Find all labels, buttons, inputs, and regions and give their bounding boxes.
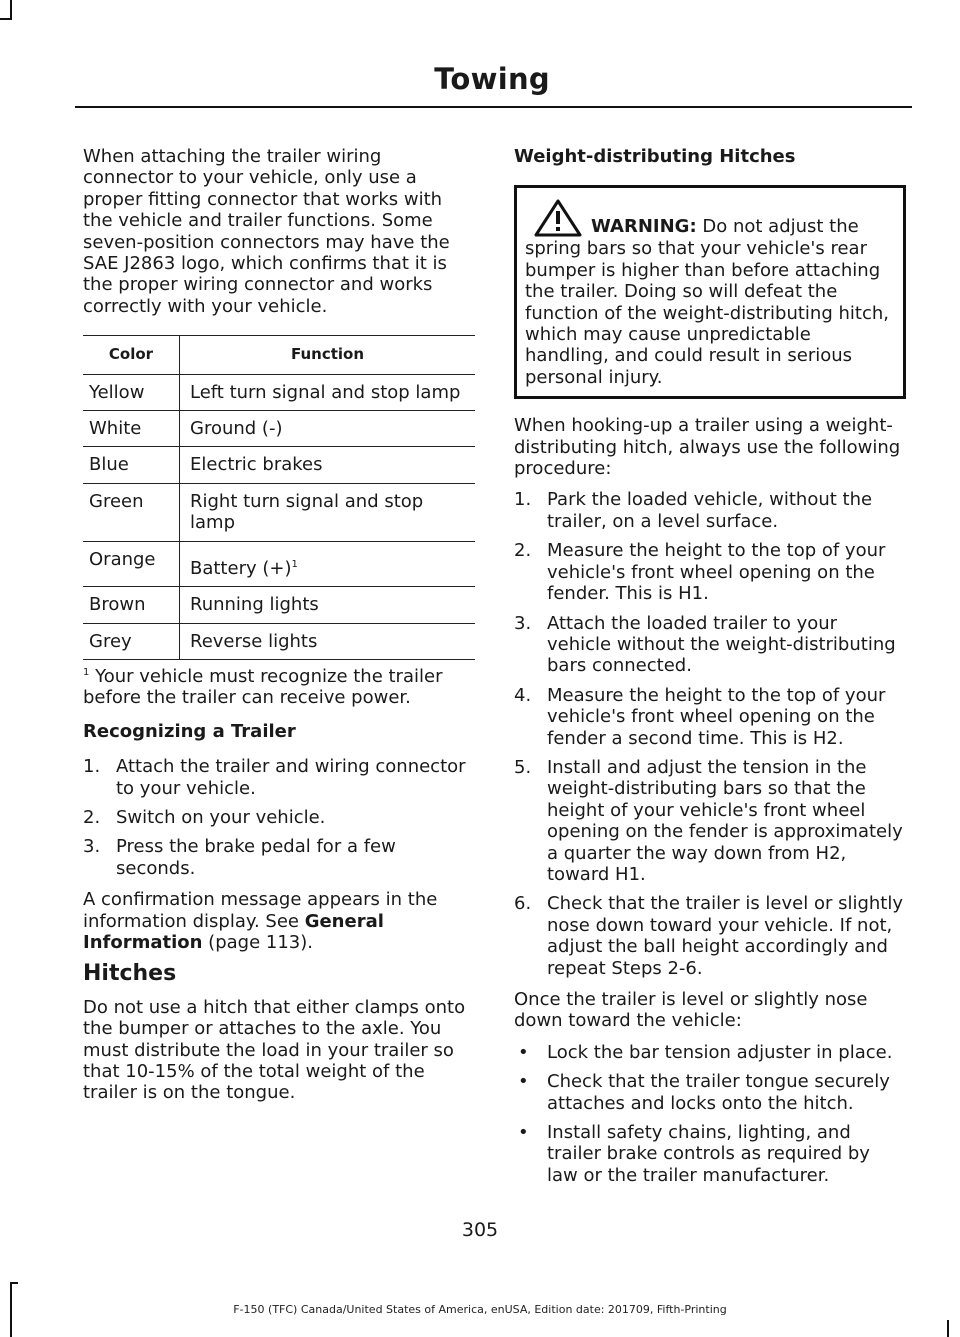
list-item	[514, 613, 906, 677]
bullet-glyph: •	[518, 1122, 529, 1144]
color-cell: Brown	[83, 587, 180, 623]
warning-label: WARNING:	[591, 216, 697, 238]
list-item	[514, 489, 906, 532]
hitch-procedure-list	[514, 489, 906, 979]
procedure-intro: When hooking-up a trailer using a weight-distributing hitch, always use the following procedure:	[514, 415, 901, 480]
function-cell: Left turn signal and stop lamp	[190, 381, 461, 403]
color-cell: White	[83, 411, 180, 447]
step-number: 1.	[83, 756, 101, 778]
list-item	[83, 756, 475, 799]
wiring-color-table	[83, 335, 475, 660]
color-column-header: Color	[83, 336, 180, 374]
step-number: 4.	[514, 684, 532, 706]
final-checks-list	[514, 1042, 906, 1186]
hitches-paragraph: Do not use a hitch that either clamps onto the bumper or attaches to the axle. You must distribute the load in your trailer so that 10-15% of the total weight of the trailer is on the tongue.	[83, 996, 466, 1104]
color-cell: Green	[83, 483, 180, 541]
list-item	[514, 1122, 906, 1186]
page-number: 305	[461, 1219, 499, 1241]
step-number: 2.	[514, 540, 532, 562]
table-row	[83, 623, 475, 659]
bullet-glyph: •	[518, 1041, 529, 1063]
step-number: 6.	[514, 893, 532, 915]
crop-mark-bottom-left-horizontal	[10, 1282, 18, 1284]
crop-mark-bottom-right-vertical	[947, 1320, 949, 1337]
general-information-link[interactable]: General Information	[83, 910, 384, 953]
step-text: Park the loaded vehicle, without the trailer, on a level surface.	[547, 489, 873, 532]
table-footnote	[83, 666, 475, 709]
step-text: Press the brake pedal for a few seconds.	[116, 836, 396, 879]
bullet-text: Check that the trailer tongue securely attaches and locks onto the hitch.	[547, 1071, 890, 1114]
list-item	[83, 836, 475, 879]
footnote-marker: 1	[83, 666, 90, 678]
step-text: Measure the height to the top of your vehicle's front wheel opening on the fender. This is H1.	[547, 540, 886, 605]
warning-triangle-icon	[533, 198, 583, 238]
table-row	[83, 587, 475, 623]
bullet-text: Lock the bar tension adjuster in place.	[547, 1041, 893, 1063]
step-text: Attach the trailer and wiring connector to your vehicle.	[116, 756, 466, 799]
list-item	[514, 1042, 906, 1063]
list-item	[83, 807, 475, 828]
edition-footer: F-150 (TFC) Canada/United States of America, enUSA, Edition date: 201709, Fifth-Printing	[233, 1303, 727, 1316]
bullet-text: Install safety chains, lighting, and trailer brake controls as required by law or the trailer manufacturer.	[547, 1122, 870, 1186]
step-text: Switch on your vehicle.	[116, 806, 326, 828]
color-cell: Yellow	[83, 374, 180, 410]
color-cell: Orange	[83, 541, 180, 586]
function-cell: Electric brakes	[190, 454, 323, 476]
list-item	[514, 1071, 906, 1114]
right-column	[514, 146, 906, 1194]
step-number: 5.	[514, 756, 532, 778]
header-rule	[75, 106, 912, 108]
page-reference: (page 113).	[202, 931, 313, 953]
function-cell: Running lights	[190, 594, 319, 616]
table-row	[83, 374, 475, 410]
function-cell: Ground (-)	[190, 418, 283, 440]
color-cell: Grey	[83, 623, 180, 659]
list-item	[514, 540, 906, 604]
recognizing-trailer-heading: Recognizing a Trailer	[83, 720, 296, 742]
step-text: Measure the height to the top of your vehicle's front wheel opening on the fender a second time. This is H2.	[547, 684, 886, 749]
crop-mark-top-left-horizontal	[0, 18, 12, 20]
left-column	[83, 146, 475, 1114]
step-text: Attach the loaded trailer to your vehicle without the weight-distributing bars connected.	[547, 612, 896, 677]
confirmation-text: A confirmation message appears in the information display. See	[83, 889, 438, 932]
step-text: Check that the trailer is level or slightly nose down toward your vehicle. If not, adjust the ball height accordingly and repeat Steps 2-6.	[547, 893, 904, 979]
intro-paragraph: When attaching the trailer wiring connector to your vehicle, only use a proper fitting connector that works with the vehicle and trailer functions. Some seven-position connectors may have the SAE J2863 logo, which confirms that it is the proper wiring connector and works correctly with your vehicle.	[83, 146, 450, 317]
warning-text: Do not adjust the spring bars so that your vehicle's rear bumper is higher than before attaching the trailer. Doing so will defeat the function of the weight-distributing hitch, which may cause unpredictable handling, and could result in serious personal injury.	[525, 216, 889, 388]
function-cell: Reverse lights	[190, 630, 318, 652]
color-cell: Blue	[83, 447, 180, 483]
step-text: Install and adjust the tension in the weight-distributing bars so that the height of your vehicle's front wheel opening on the fender is approximately a quarter the way down from H2, toward H1.	[547, 756, 903, 885]
table-row	[83, 411, 475, 447]
bullet-glyph: •	[518, 1071, 529, 1093]
confirmation-paragraph	[83, 889, 475, 953]
list-item	[514, 893, 906, 979]
table-header-row	[83, 336, 475, 374]
table-row	[83, 483, 475, 541]
function-text: Battery (+)	[190, 557, 292, 579]
list-item	[514, 685, 906, 749]
function-column-header: Function	[290, 345, 365, 364]
footnote-text: Your vehicle must recognize the trailer before the trailer can receive power.	[83, 665, 443, 709]
weight-distributing-heading: Weight-distributing Hitches	[514, 146, 796, 167]
function-cell: Right turn signal and stop lamp	[190, 490, 424, 534]
table-row	[83, 541, 475, 586]
level-intro: Once the trailer is level or slightly nose down toward the vehicle:	[514, 989, 868, 1032]
step-number: 2.	[83, 806, 101, 828]
crop-mark-top-left-vertical	[10, 0, 12, 20]
recognizing-steps-list	[83, 756, 475, 879]
footnote-marker: 1	[291, 558, 298, 570]
page-header-title: Towing	[434, 62, 550, 96]
table-row	[83, 447, 475, 483]
function-cell	[180, 541, 476, 586]
step-number: 3.	[514, 612, 532, 634]
hitches-heading: Hitches	[83, 961, 177, 987]
step-number: 3.	[83, 836, 101, 858]
warning-box	[514, 185, 906, 399]
list-item	[514, 757, 906, 885]
step-number: 1.	[514, 489, 532, 511]
